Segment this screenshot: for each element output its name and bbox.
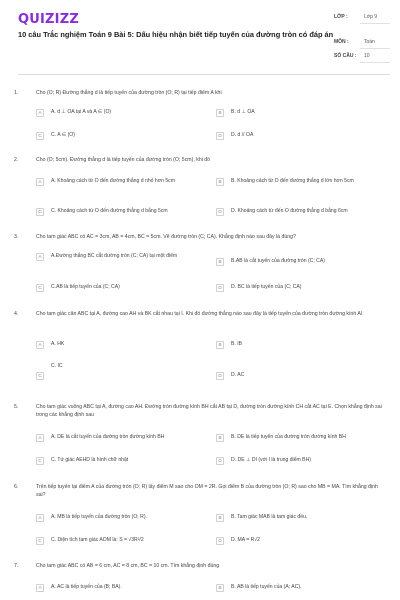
option-b[interactable] — [216, 514, 392, 522]
option-letter: B — [216, 514, 224, 522]
option-b[interactable] — [216, 109, 392, 117]
option-letter: B — [216, 258, 224, 266]
option-text: C. A ∈ (O) — [51, 132, 75, 138]
option-c[interactable] — [36, 363, 204, 371]
option-text: B. d ⊥ OA — [231, 109, 255, 115]
option-letter: C — [36, 537, 44, 545]
question-number: 4. — [14, 311, 19, 317]
option-letter: D — [216, 457, 224, 465]
option-d[interactable] — [216, 208, 392, 216]
question-text: Trên tiếp tuyến tại điểm A của đường tròn (O; R) lấy điểm M sao cho OM = 2R. Gọi điểm B của đường tròn (O; R) sao cho MB = MA. Tìm khẳng định sai? — [36, 484, 378, 498]
option-letter: A — [36, 341, 44, 349]
option-text: A. AC là tiếp tuyến của (B; BA). — [51, 584, 122, 590]
option-a[interactable] — [36, 341, 204, 349]
question-number: 7. — [14, 563, 19, 569]
info-panel — [334, 12, 390, 65]
option-text: A. MB là tiếp tuyến của đường tròn (O; R). — [51, 514, 147, 520]
lop-value: Lớp 9 — [360, 12, 390, 24]
option-text: C. Khoảng cách từ O đến đường thẳng d bằng 5cm — [51, 208, 168, 214]
option-c[interactable] — [36, 132, 204, 140]
option-c[interactable] — [36, 208, 204, 216]
document-title: 10 câu Trắc nghiệm Toán 9 Bài 5: Dấu hiệu nhận biết tiếp tuyến của đường tròn có đáp án — [18, 30, 334, 39]
option-letter: C — [36, 457, 44, 465]
option-text: D. BC là tiếp tuyến của (C; CA) — [231, 284, 302, 290]
option-b[interactable] — [216, 178, 392, 186]
option-text: D. DE ⊥ DI (với I là trung điểm BH) — [231, 457, 311, 463]
question-text: Cho tam giác vuông ABC tại A, đường cao AH. Đường tròn đường kính BH cắt AB tại D, đường tròn đường kính CH cắt AC tại E. Chọn khẳng định sai trong các khẳng định sau — [36, 404, 382, 418]
question-number: 2. — [14, 157, 19, 163]
info-row-socau — [334, 51, 390, 65]
lop-label: LỚP : — [334, 14, 348, 20]
option-a[interactable] — [36, 178, 204, 186]
info-row-lop — [334, 12, 390, 37]
option-letter: A — [36, 514, 44, 522]
option-text: C.AB là tiếp tuyến của (C; CA) — [51, 284, 120, 290]
option-letter: B — [216, 109, 224, 117]
option-text: B. Tam giác MAB là tam giác đều. — [231, 514, 308, 520]
question-text: Cho tam giác cân ABC tại A, đường cao AH và BK cắt nhau tại I. Khi đó đường thẳng nào sau đây là tiếp tuyến của đường tròn đường kính AI — [36, 311, 363, 317]
option-a[interactable] — [36, 253, 204, 261]
question-number: 3. — [14, 234, 19, 240]
option-letter: B — [216, 584, 224, 592]
question-text: Cho (O; R) Đường thẳng d là tiếp tuyến của đường tròn (O; R) tại tiếp điểm A khi — [36, 90, 222, 96]
option-text: A. DE là cắt tuyến của đường tròn đường kính BH — [51, 434, 165, 440]
option-letter: C — [36, 284, 44, 292]
option-text: D. d // OA — [231, 132, 254, 138]
option-text: C. Tứ giác AEHD là hình chữ nhật — [51, 457, 129, 463]
header-divider — [18, 74, 390, 75]
option-letter: B — [216, 434, 224, 442]
socau-label: SỐ CÂU : — [334, 53, 357, 59]
option-b[interactable] — [216, 341, 392, 349]
option-letter: A — [36, 109, 44, 117]
socau-value: 10 — [360, 51, 390, 63]
option-d[interactable] — [216, 132, 392, 140]
option-c[interactable] — [36, 284, 204, 292]
option-text: B. Khoảng cách từ O đến đường thẳng d lớn hơn 5cm — [231, 178, 354, 184]
option-d[interactable] — [216, 284, 392, 292]
question-text: Cho (O; 5cm). Đường thẳng d là tiếp tuyến của đường tròn (O; 5cm), khi đó — [36, 157, 211, 163]
option-d[interactable] — [216, 372, 392, 380]
option-text: D. Khoảng cách từ đến O đường thẳng d bằng 6cm — [231, 208, 348, 214]
option-a[interactable] — [36, 434, 204, 442]
option-text: C. IC — [51, 363, 63, 369]
option-c[interactable] — [36, 537, 204, 545]
option-text: A. d ⊥ OA tại A và A ∈ (O) — [51, 109, 112, 115]
mon-value: Toán — [360, 37, 390, 49]
option-text: A. HK — [51, 341, 65, 347]
option-b[interactable] — [216, 258, 392, 266]
option-letter: D — [216, 372, 224, 380]
option-letter: A — [36, 584, 44, 592]
mon-label: MÔN : — [334, 39, 349, 45]
option-a[interactable] — [36, 514, 204, 522]
option-d[interactable] — [216, 537, 392, 545]
option-b[interactable] — [216, 584, 392, 592]
option-b[interactable] — [216, 434, 392, 442]
option-letter: A — [36, 434, 44, 442]
question-number: 5. — [14, 404, 19, 410]
option-letter: B — [216, 341, 224, 349]
option-letter: D — [216, 208, 224, 216]
option-a[interactable] — [36, 584, 204, 592]
option-text: D. MA = R√2 — [231, 537, 260, 543]
question-number: 6. — [14, 484, 19, 490]
info-row-mon — [334, 37, 390, 51]
option-letter: D — [216, 537, 224, 545]
option-text: A. Khoảng cách từ O đến đường thẳng d nhỏ hơn 5cm — [51, 178, 175, 184]
option-text: A.Đường thẳng BC cắt đường tròn (C; CA) tại một điểm — [51, 253, 178, 259]
option-text: B.AB là cắt tuyến của đường tròn (C; CA) — [231, 258, 325, 264]
option-letter: D — [216, 132, 224, 140]
option-letter: B — [216, 178, 224, 186]
quizizz-logo: QUIZIZZ — [18, 12, 79, 27]
option-letter: D — [216, 284, 224, 292]
option-text: B. AB là tiếp tuyến của (A; AC). — [231, 584, 302, 590]
option-c-box[interactable] — [36, 372, 204, 380]
question-text: Cho tam giác ABC có AB = 6 cm, AC = 8 cm, BC = 10 cm. Tìm khẳng định đúng — [36, 563, 220, 569]
question-number: 1. — [14, 90, 19, 96]
option-d[interactable] — [216, 457, 392, 465]
option-text: B. DE là tiếp tuyến của đường tròn đường kính BH — [231, 434, 346, 440]
option-letter: C — [36, 372, 44, 380]
option-a[interactable] — [36, 109, 204, 117]
option-letter: C — [36, 132, 44, 140]
option-letter: C — [36, 208, 44, 216]
option-text: C. Diện tích tam giác AOM là: S = √3R²/2 — [51, 537, 144, 543]
option-text: D. AC — [231, 372, 245, 378]
option-c[interactable] — [36, 457, 204, 465]
question-text: Cho tam giác ABC có AC = 3cm, AB = 4cm, BC = 5cm. Vẽ đường tròn (C; CA). Khẳng định nào sau đây là đúng? — [36, 234, 296, 240]
option-letter: A — [36, 253, 44, 261]
option-text: B. IB — [231, 341, 243, 347]
option-letter: A — [36, 178, 44, 186]
